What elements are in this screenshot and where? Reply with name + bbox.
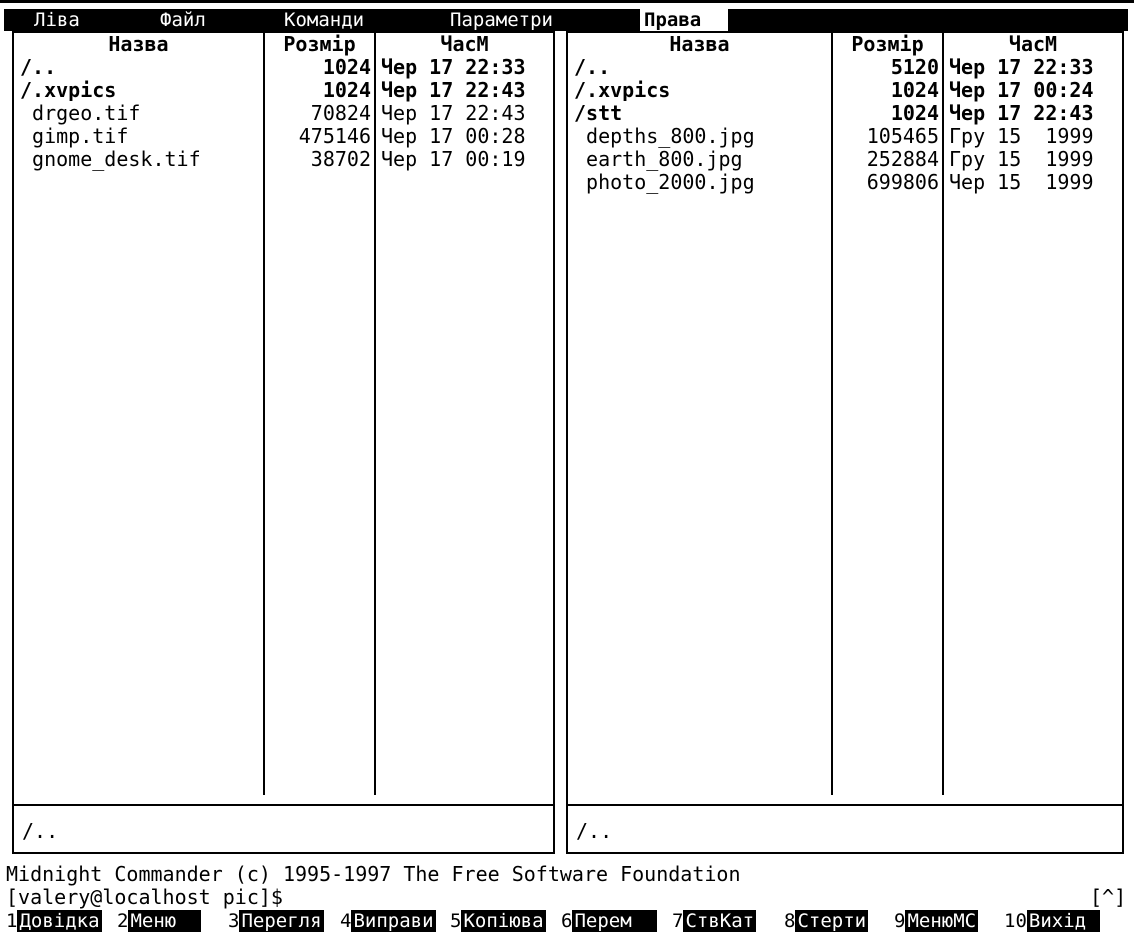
file-size: 1024 xyxy=(890,78,939,102)
file-name: /stt xyxy=(574,101,623,125)
file-time: Чер 15 1999 xyxy=(949,170,1094,194)
fkey-label: СтвКат xyxy=(685,910,755,932)
file-name: gnome_desk.tif xyxy=(20,147,201,171)
fkey-7[interactable] xyxy=(672,910,756,933)
left-header-time[interactable]: ЧасМ xyxy=(440,32,489,56)
file-name: /.xvpics xyxy=(20,78,117,102)
fkey-number: 2 xyxy=(117,910,129,932)
file-name: drgeo.tif xyxy=(20,101,141,125)
file-time: Чер 17 22:43 xyxy=(381,101,526,125)
top-border xyxy=(0,0,1134,3)
fkey-number: 8 xyxy=(784,910,796,932)
fkey-8[interactable] xyxy=(784,910,868,933)
right-header-time[interactable]: ЧасМ xyxy=(1008,32,1058,56)
right-status-divider xyxy=(568,804,1122,806)
fkey-number: 6 xyxy=(561,910,573,932)
fkey-number: 4 xyxy=(340,910,352,932)
file-size: 38702 xyxy=(310,147,371,171)
file-size: 70824 xyxy=(310,101,371,125)
fkey-2[interactable] xyxy=(117,910,201,933)
file-time: Чер 17 22:33 xyxy=(949,55,1094,79)
file-name: /.. xyxy=(574,55,611,79)
file-size: 105465 xyxy=(866,124,939,148)
fkey-label: Перегля xyxy=(241,910,322,932)
fkey-1[interactable] xyxy=(6,910,102,933)
file-name: /.xvpics xyxy=(574,78,671,102)
fkey-label: Вихід xyxy=(1028,910,1098,932)
file-time: Чер 17 22:33 xyxy=(381,55,526,79)
fkey-label: Виправи xyxy=(353,910,434,932)
fkey-label: Копіюва xyxy=(463,910,544,932)
fkey-label: Довідка xyxy=(19,910,100,932)
fkey-label: Перем xyxy=(574,910,655,932)
menu-left[interactable]: Ліва xyxy=(34,9,80,31)
left-status-divider xyxy=(14,804,553,806)
left-header-size[interactable]: Розмір xyxy=(283,32,356,56)
fkey-5[interactable] xyxy=(450,910,546,933)
file-size: 1024 xyxy=(890,101,939,125)
right-panel[interactable] xyxy=(566,31,1124,854)
file-name: depths_800.jpg xyxy=(574,124,755,148)
left-col-divider-2 xyxy=(374,33,376,795)
fkey-label: МенюМС xyxy=(907,910,977,932)
file-name: gimp.tif xyxy=(20,124,129,148)
console-banner: Midnight Commander (c) 1995-1997 The Free Software Foundation xyxy=(6,862,741,886)
file-time: Чер 17 00:19 xyxy=(381,147,526,171)
menu-right[interactable]: Права xyxy=(640,9,728,31)
file-size: 475146 xyxy=(298,124,371,148)
fkey-number: 3 xyxy=(228,910,240,932)
left-panel[interactable] xyxy=(12,31,555,854)
menu-bar xyxy=(4,9,1128,31)
menu-file[interactable]: Файл xyxy=(160,9,206,31)
menu-commands[interactable]: Команди xyxy=(284,9,365,31)
fkey-label: Стерти xyxy=(797,910,867,932)
right-header-size[interactable]: Розмір xyxy=(851,32,924,56)
file-name: earth_800.jpg xyxy=(574,147,743,171)
fkey-label: Меню xyxy=(130,910,200,932)
file-size: 1024 xyxy=(322,55,371,79)
fkey-number: 9 xyxy=(894,910,906,932)
file-name: /.. xyxy=(20,55,57,79)
right-header-name[interactable]: Назва xyxy=(669,32,730,56)
left-status-path: /.. xyxy=(22,819,59,843)
fkey-10[interactable] xyxy=(1004,910,1100,933)
file-name: photo_2000.jpg xyxy=(574,170,755,194)
file-size: 252884 xyxy=(866,147,939,171)
fkey-number: 7 xyxy=(672,910,684,932)
file-time: Чер 17 00:28 xyxy=(381,124,526,148)
file-size: 699806 xyxy=(866,170,939,194)
right-status-path: /.. xyxy=(576,819,613,843)
fkey-9[interactable] xyxy=(894,910,978,933)
file-time: Чер 17 22:43 xyxy=(949,101,1094,125)
fkey-number: 10 xyxy=(1004,910,1027,932)
fkey-3[interactable] xyxy=(228,910,324,933)
file-size: 1024 xyxy=(322,78,371,102)
command-prompt[interactable]: [valery@localhost pic]$ xyxy=(6,885,283,909)
fkey-number: 5 xyxy=(450,910,462,932)
file-time: Гру 15 1999 xyxy=(949,124,1094,148)
file-time: Чер 17 22:43 xyxy=(381,78,526,102)
file-size: 5120 xyxy=(890,55,939,79)
left-header-name[interactable]: Назва xyxy=(108,32,169,56)
fkey-number: 1 xyxy=(6,910,18,932)
right-col-divider-2 xyxy=(942,33,944,795)
panel-swap-indicator[interactable]: [^] xyxy=(1090,885,1127,909)
menu-options[interactable]: Параметри xyxy=(450,9,553,31)
file-time: Чер 17 00:24 xyxy=(949,78,1094,102)
fkey-4[interactable] xyxy=(340,910,436,933)
file-time: Гру 15 1999 xyxy=(949,147,1094,171)
fkey-6[interactable] xyxy=(561,910,657,933)
